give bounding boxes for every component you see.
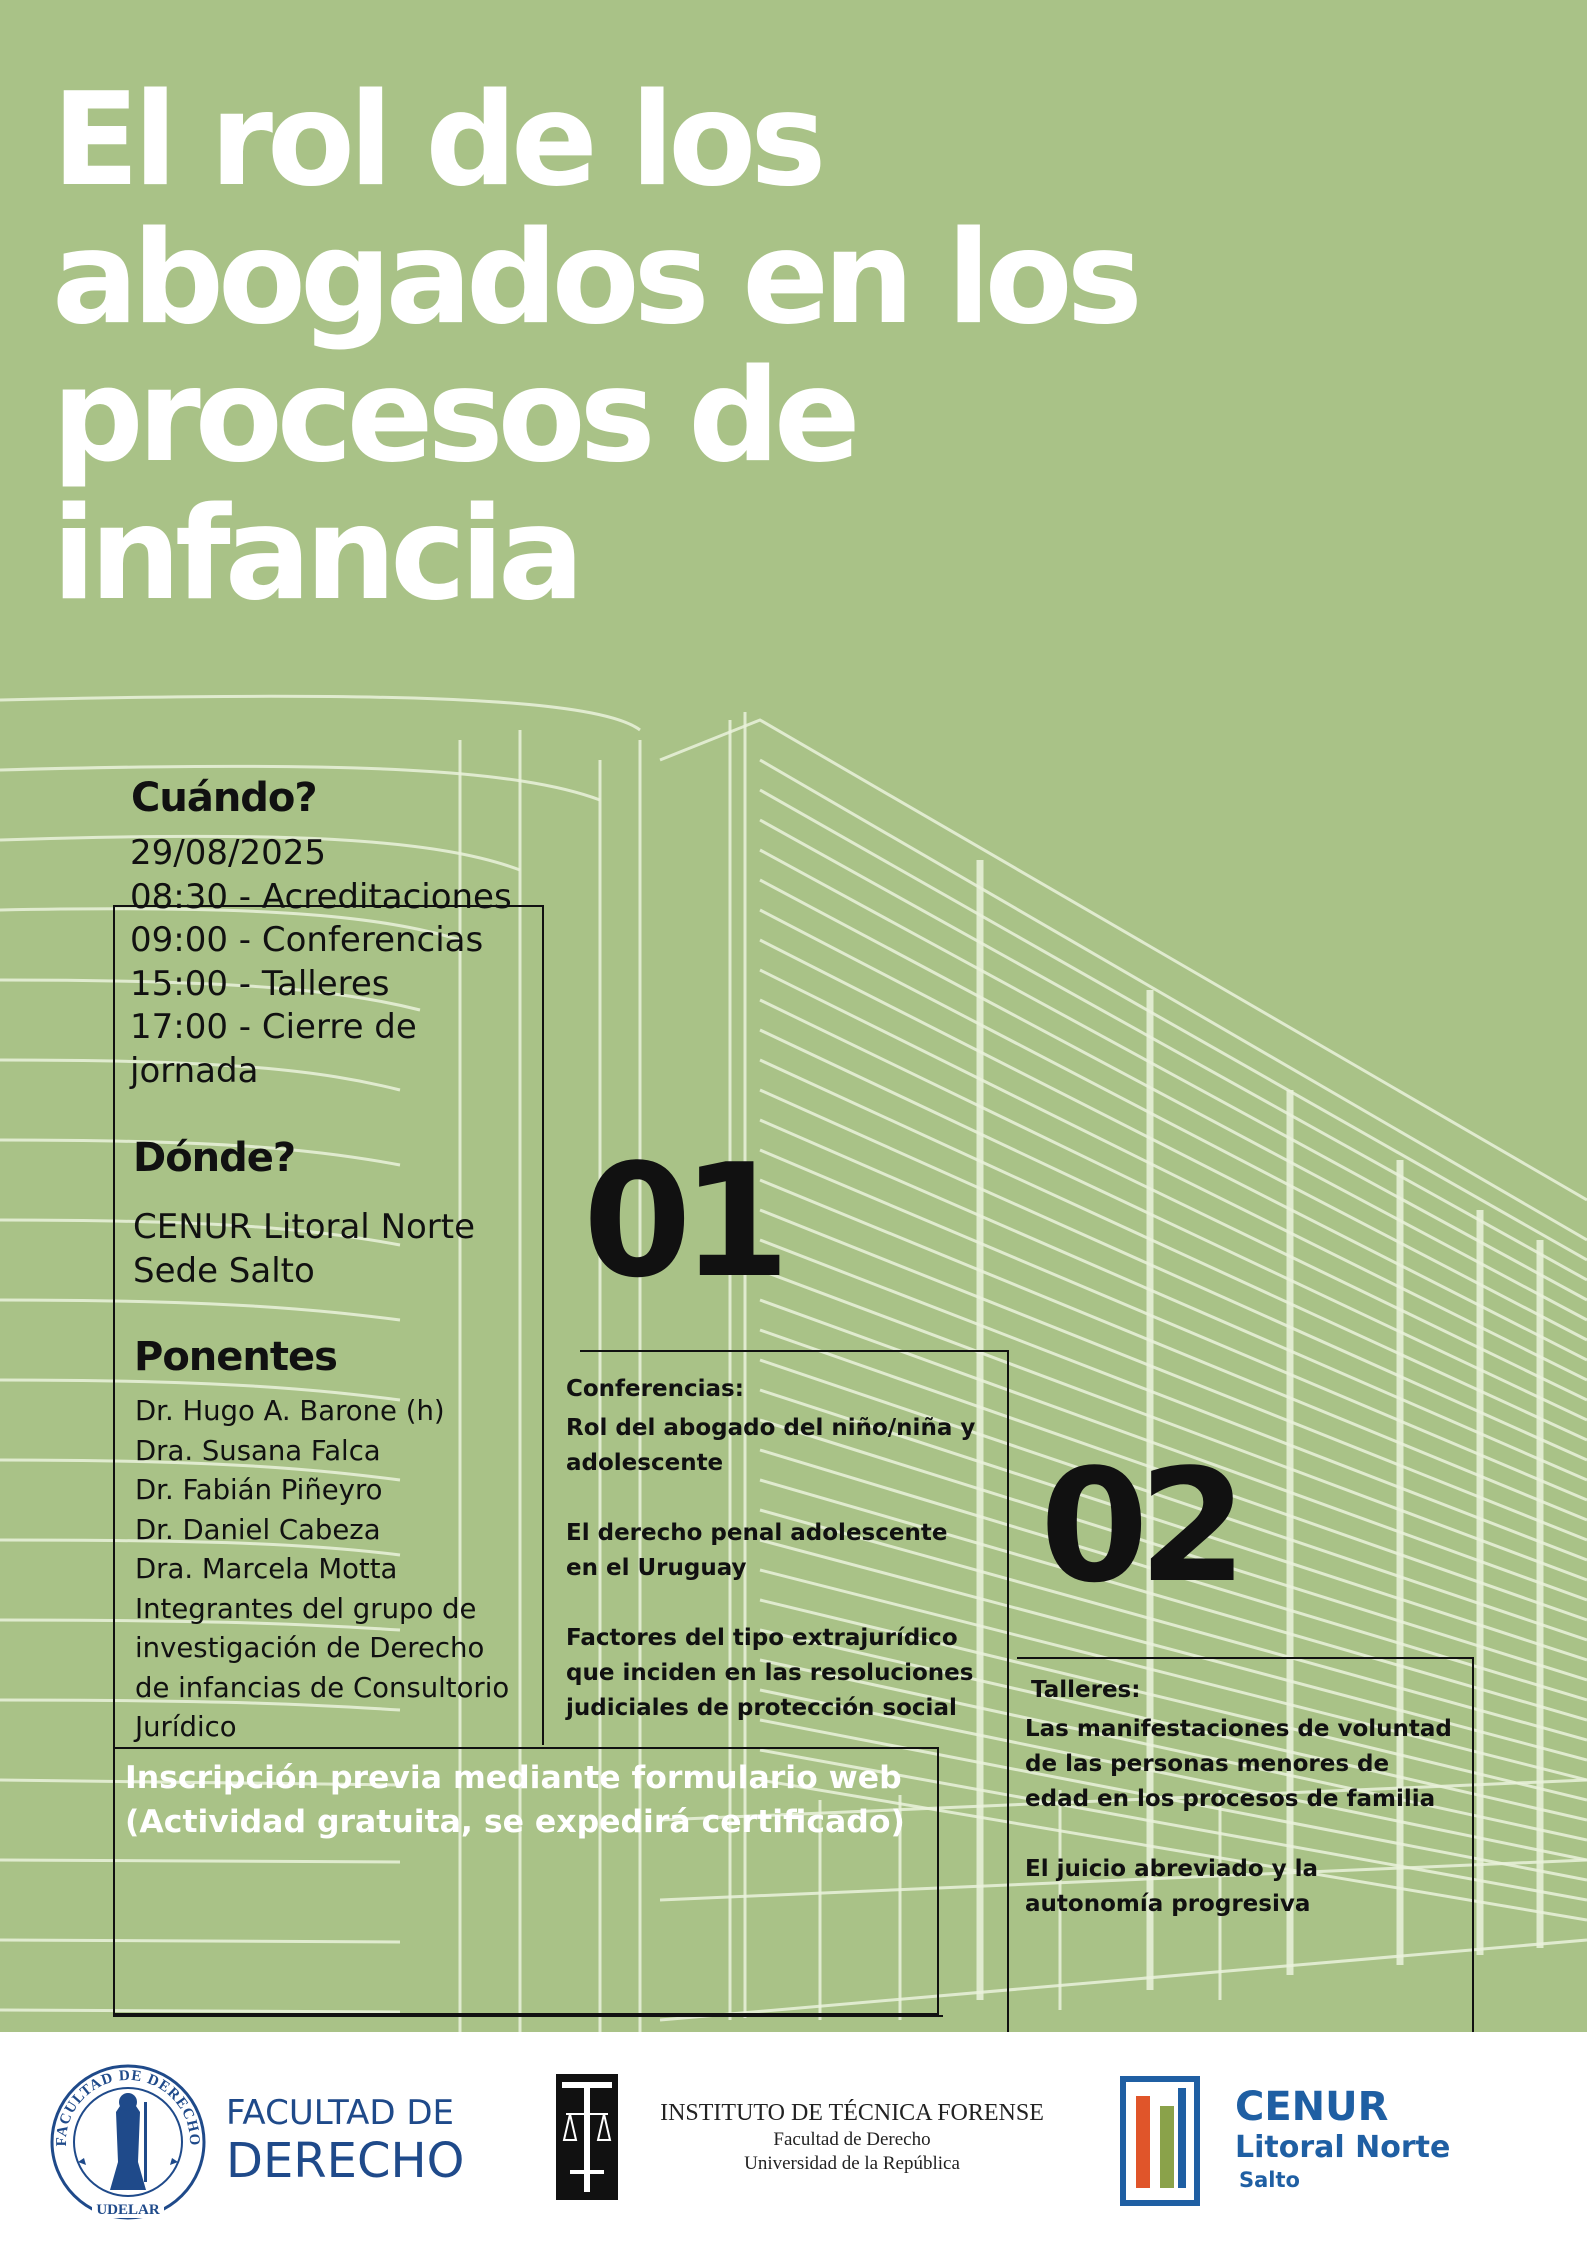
conference-item-line: que inciden en las resoluciones bbox=[566, 1660, 974, 1686]
facultad-seal-icon bbox=[48, 2062, 208, 2222]
schedule-line: jornada bbox=[130, 1050, 259, 1091]
itf-line2: Facultad de Derecho bbox=[773, 2129, 931, 2150]
block2-right-line bbox=[1472, 1657, 1474, 2032]
where-heading: Dónde? bbox=[133, 1135, 296, 1181]
itf-line3: Universidad de la República bbox=[744, 2153, 960, 2174]
title-line: infancia bbox=[52, 480, 579, 629]
schedule-line: 17:00 - Cierre de bbox=[130, 1007, 417, 1047]
registration-text bbox=[125, 1756, 905, 1844]
workshop-item-line: autonomía progresiva bbox=[1025, 1891, 1311, 1917]
title-line: El rol de los bbox=[52, 66, 821, 215]
block1-number: 01 bbox=[583, 1130, 781, 1312]
conference-item-line: Rol del abogado del niño/niña y bbox=[566, 1415, 976, 1441]
block2-top-line bbox=[1017, 1657, 1473, 1659]
speaker-line: Dr. Daniel Cabeza bbox=[135, 1513, 381, 1546]
conference-item-line: en el Uruguay bbox=[566, 1555, 747, 1581]
conferences-heading: Conferencias: bbox=[566, 1376, 744, 1402]
conference-item-line: El derecho penal adolescente bbox=[566, 1520, 948, 1546]
venue bbox=[133, 1205, 475, 1293]
block1-top-line bbox=[580, 1350, 1008, 1352]
facultad-line2: DERECHO bbox=[226, 2133, 465, 2189]
itf-emblem-icon bbox=[556, 2074, 618, 2200]
speaker-line: Dra. Marcela Motta bbox=[135, 1553, 398, 1585]
workshop-item-line: El juicio abreviado y la bbox=[1025, 1856, 1319, 1882]
schedule-line: 08:30 - Acreditaciones bbox=[130, 876, 512, 917]
svg-text:UDELAR: UDELAR bbox=[96, 2202, 160, 2218]
cenur-line2: Litoral Norte bbox=[1235, 2130, 1451, 2165]
bottom-frame-line bbox=[113, 2015, 943, 2017]
speaker-line: de infancias de Consultorio bbox=[135, 1671, 510, 1704]
speaker-line: Integrantes del grupo de bbox=[135, 1592, 477, 1625]
speaker-line: Dra. Susana Falca bbox=[135, 1434, 381, 1467]
speakers-heading: Ponentes bbox=[134, 1334, 337, 1380]
title-line: procesos de bbox=[52, 342, 855, 491]
workshop-item-line: Las manifestaciones de voluntad bbox=[1025, 1716, 1452, 1742]
schedule-line: 15:00 - Talleres bbox=[130, 963, 390, 1004]
facultad-name bbox=[226, 2092, 464, 2188]
schedule-line: 09:00 - Conferencias bbox=[130, 920, 484, 960]
workshop-item-line: edad en los procesos de familia bbox=[1025, 1786, 1436, 1812]
conference-item-line: adolescente bbox=[566, 1450, 724, 1476]
venue-line: Sede Salto bbox=[133, 1251, 315, 1291]
cenur-line1: CENUR bbox=[1235, 2084, 1389, 2130]
registration-line: (Actividad gratuita, se expedirá certificado) bbox=[125, 1804, 905, 1840]
conferences-list bbox=[566, 1372, 975, 1726]
speakers-list bbox=[135, 1392, 509, 1748]
facultad-line1: FACULTAD DE bbox=[226, 2093, 455, 2133]
event-title bbox=[52, 66, 1137, 629]
workshop-item-line: de las personas menores de bbox=[1025, 1751, 1390, 1777]
itf-name bbox=[652, 2098, 1052, 2176]
venue-line: CENUR Litoral Norte bbox=[133, 1207, 476, 1247]
cenur-name bbox=[1235, 2084, 1450, 2194]
speaker-line: Dr. Hugo A. Barone (h) bbox=[135, 1395, 445, 1427]
block1-right-line bbox=[1007, 1350, 1009, 2032]
schedule-line: 29/08/2025 bbox=[130, 833, 326, 873]
workshops-heading: Talleres: bbox=[1031, 1677, 1141, 1703]
center-divider-line bbox=[542, 905, 544, 1745]
svg-text:FACULTAD DE DERECHO: FACULTAD DE DERECHO bbox=[53, 2067, 203, 2147]
block2-number: 02 bbox=[1040, 1435, 1238, 1617]
speaker-line: Dr. Fabián Piñeyro bbox=[135, 1474, 383, 1506]
conference-item-line: Factores del tipo extrajurídico bbox=[566, 1625, 958, 1651]
itf-line1: INSTITUTO DE TÉCNICA FORENSE bbox=[660, 2100, 1044, 2126]
cenur-line3: Salto bbox=[1239, 2168, 1300, 2192]
schedule bbox=[130, 832, 512, 1093]
when-heading: Cuándo? bbox=[131, 775, 317, 821]
title-line: abogados en los bbox=[52, 204, 1137, 353]
workshops-list bbox=[1025, 1673, 1452, 1922]
cenur-logo-icon bbox=[1120, 2076, 1200, 2206]
footer-logos bbox=[0, 2032, 1587, 2245]
speaker-line: investigación de Derecho bbox=[135, 1632, 485, 1664]
speaker-line: Jurídico bbox=[135, 1711, 237, 1743]
registration-line: Inscripción previa mediante formulario web bbox=[125, 1760, 902, 1796]
conference-item-line: judiciales de protección social bbox=[566, 1695, 957, 1721]
